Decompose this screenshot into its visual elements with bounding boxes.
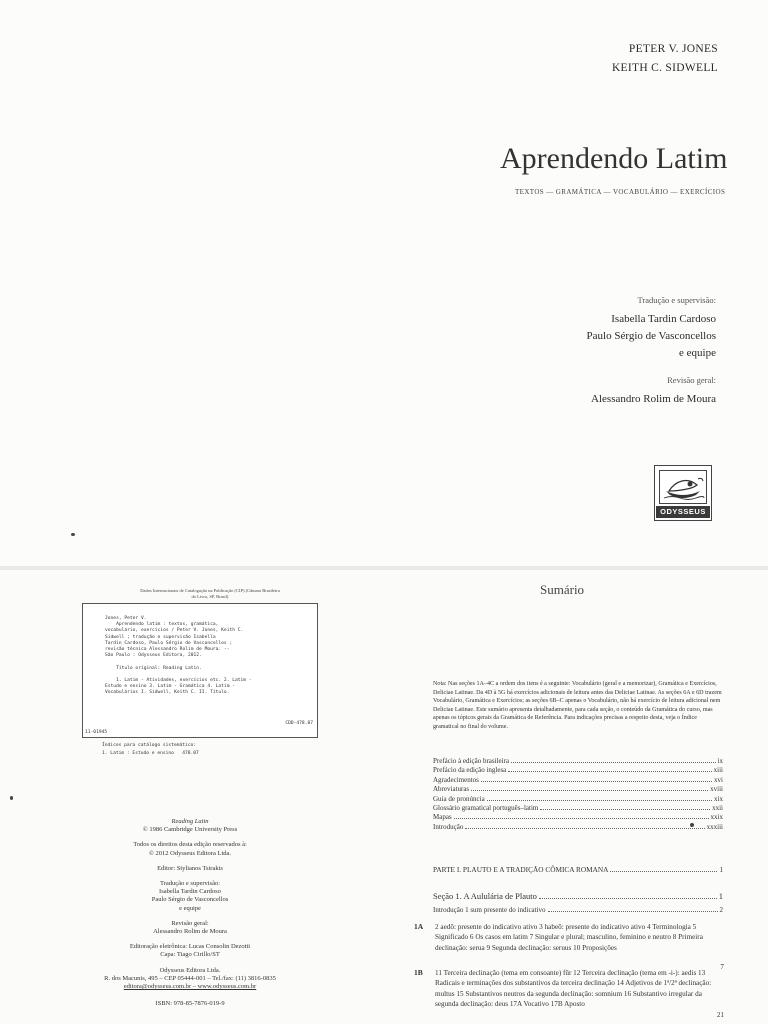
toc-entry-page: ix <box>717 757 723 765</box>
toc-unit-page: 21 <box>716 1010 724 1019</box>
translation-label: Tradução e supervisão: <box>159 880 221 888</box>
toc-entry <box>433 795 723 804</box>
toc-entry-page: xix <box>714 794 723 803</box>
cip-card-text: Jones, Peter V. Aprendendo latim : textos, gramática, vocabulário, exercícios / Peter V. Jones, Keith C. Sidwell ; tradução e supervisão Isabella Tardin Cardoso, Paulo Sérgio de Vasconcellos ; revisão técnica Alessandro Rolim de Moura. -- São Paulo : Odysseus Editora, 2012. Título original: Reading Latin. 1. Latim - Atividades, exercícios etc. 2. Latim - Estudo e ensino 3. Latim - Gramática 4. Latim - Vocabulários I. Sidwell, Keith C. II. Título. <box>105 616 252 696</box>
translator-name: e equipe <box>179 904 201 912</box>
book-title: Aprendendo Latim <box>500 142 728 175</box>
cip-card <box>82 603 318 738</box>
toc-entry <box>433 813 723 822</box>
publisher-contact: editora@odysseus.com.br – www.odysseus.com.br <box>123 983 257 991</box>
publisher-address: R. dos Macunis, 495 – CEP 05444-001 – Tel./fax: (11) 3816-0835 <box>104 974 276 982</box>
toc-note: Nota: Nas seções 1A–4C a ordem dos itens é a seguinte: Vocabulário (geral e a memorizar), Gramática e Exercícios, Deliciae Latinae. Da 4D à 5G há exercícios adicionais de leitura antes das Deliciae Latinae. As seções 6A e 6D trazem Vocabulário, Gramática e Exercícios; as seções 6B–C apenas o Vocabulário, não há exercício de leitura adicional nem Deliciae Latinae. Este sumário apresenta detalhadamente, para cada seção, o conteúdo da Gramática do curso, mas apenas os tópicos gerais da Gramática de Referência. Para indicações precisas a respeito desta, veja o Índice gramatical no final do volume. <box>433 681 722 730</box>
ship-icon <box>659 470 707 504</box>
toc-unit-1a <box>414 922 724 972</box>
isbn: ISBN: 978-85-7876-019-9 <box>155 1000 225 1008</box>
toc-intro-row <box>433 906 723 915</box>
toc-entry <box>433 757 723 766</box>
leader-dots <box>465 828 704 829</box>
editor-line: Editor: Stylianos Tsirakis <box>157 864 223 872</box>
toc-entry <box>433 785 723 794</box>
authors <box>612 40 718 78</box>
book-subtitle: TEXTOS — GRAMÁTICA — VOCABULÁRIO — EXERCÍCIOS <box>515 188 726 196</box>
leader-dots <box>508 771 711 772</box>
author-name: PETER V. JONES <box>628 43 718 55</box>
original-title: Reading Latin <box>171 818 209 825</box>
leader-dots <box>481 781 712 782</box>
toc-intro-label: Introdução 1 sum presente do indicativo <box>433 906 546 914</box>
toc-entry-label: Introdução <box>433 822 464 831</box>
cover-credit: Capa: Tiago Cirillo/ST <box>160 951 220 959</box>
page-speck <box>10 796 13 800</box>
cip-card-id: 11-01945 <box>85 730 108 735</box>
toc-entry-page: xxxiii <box>706 822 723 831</box>
toc-front-matter <box>433 757 723 832</box>
toc-unit-text: 11 Terceira declinação (tema em consoante) fūr 12 Terceira declinação (tema em -i-): aedis 13 Radicais e terminações dos substantivos da terceira declinação 14 Adjetivos de 1ª/2ª declinação: multus 15 Substantivos neutros da segunda declinação: somnium 16 Substantivo irregular da segunda declinação: deus 17A Vocativo 17B Aposto <box>435 969 712 1008</box>
electronic-editing: Editoração eletrônica: Lucas Consolin Dezotti <box>129 943 251 951</box>
toc-unit-page: 7 <box>720 962 724 971</box>
publisher-logo <box>654 465 712 521</box>
toc-section-label: Seção 1. A Aululária de Plauto <box>433 891 537 901</box>
toc-unit-1b <box>414 968 724 1020</box>
toc-unit-code: 1A <box>414 922 424 931</box>
leader-dots <box>454 818 709 819</box>
revision-label: Revisão geral: <box>667 375 716 385</box>
cip-header: Dados Internacionais de Catalogação na Publicação (CIP) (Câmara Brasileira do Livro, SP, Brasil) <box>140 588 280 599</box>
toc-title: Sumário <box>540 582 585 597</box>
toc-entry-page: xiii <box>713 766 723 775</box>
translator-name: Isabella Tardin Cardoso <box>159 888 221 896</box>
leader-dots <box>511 762 716 763</box>
revision-credits <box>591 374 716 408</box>
toc-entry-label: Guia de pronúncia <box>433 794 485 803</box>
toc-section-page: 1 <box>718 891 723 901</box>
translator-name: e equipe <box>679 347 716 359</box>
leader-dots <box>540 809 710 810</box>
translator-name: Isabella Tardin Cardoso <box>611 313 716 325</box>
toc-part <box>433 865 723 874</box>
toc-entry-page: xxii <box>712 804 723 813</box>
toc-entry-label: Glossário gramatical português–latim <box>433 804 539 813</box>
copyright-original: © 1986 Cambridge University Press <box>142 826 238 834</box>
toc-entry-label: Prefácio da edição inglesa <box>433 766 507 775</box>
leader-dots <box>548 911 718 912</box>
cip-card-cdd: CDD-478.07 <box>285 721 313 726</box>
rights-line: Todos os direitos desta edição reservados à: <box>133 841 247 849</box>
copyright-edition: © 2012 Odysseus Editora Ltda. <box>148 849 232 857</box>
toc-section <box>433 891 723 902</box>
toc-part-label: PARTE I. PLAUTO E A TRADIÇÃO CÔMICA ROMANA <box>433 865 609 874</box>
toc-unit-code: 1B <box>414 968 423 977</box>
copyright-block <box>90 818 290 1008</box>
translator-name: Paulo Sérgio de Vasconcellos <box>151 896 229 904</box>
revision-label: Revisão geral: <box>171 919 209 927</box>
publisher-logo-text: ODYSSEUS <box>656 506 710 518</box>
page-speck <box>71 533 75 536</box>
toc-entry <box>433 776 723 785</box>
leader-dots <box>471 790 708 791</box>
toc-entry <box>433 766 723 775</box>
author-name: KEITH C. SIDWELL <box>611 62 718 74</box>
reviser-name: Alessandro Rolim de Moura <box>591 393 716 405</box>
translation-credits <box>587 294 716 362</box>
toc-part-page: 1 <box>719 865 723 874</box>
toc-entry <box>433 804 723 813</box>
toc-entry-page: xvi <box>714 775 723 784</box>
translator-name: Paulo Sérgio de Vasconcellos <box>586 330 716 342</box>
toc-unit-text: 2 aedō: presente do indicativo ativo 3 habeō: presente do indicativo ativo 4 Terminologia 5 Significado 6 Os casos em latim 7 Singular e plural; masculino, feminino e neutro 8 Primeira declinação: serua 9 Segunda declinação: seruus 10 Proposições <box>435 923 703 952</box>
toc-part-row <box>433 865 723 874</box>
leader-dots <box>539 898 717 899</box>
toc-entry-label: Abreviaturas <box>433 785 470 794</box>
toc-entry-label: Mapas <box>433 813 452 822</box>
toc-section-row <box>433 891 723 902</box>
translation-label: Tradução e supervisão: <box>637 295 716 305</box>
toc-entry <box>433 823 723 832</box>
toc-introduction <box>433 906 723 915</box>
cip-catalog-index: Índices para catálogo sistemático: 1. Latim : Estudo e ensino 478.07 <box>102 743 199 756</box>
toc-entry-label: Prefácio à edição brasileira <box>433 757 509 765</box>
publisher-name: Odysseus Editora Ltda. <box>159 966 221 974</box>
toc-entry-page: xviii <box>710 785 723 794</box>
leader-dots <box>610 871 717 872</box>
toc-entry-label: Agradecimentos <box>433 775 479 784</box>
reviser-name: Alessandro Rolim de Moura <box>153 928 227 936</box>
toc-intro-page: 2 <box>719 906 723 914</box>
page-speck <box>690 823 694 827</box>
leader-dots <box>487 800 712 801</box>
toc-entry-page: xxix <box>710 813 723 822</box>
